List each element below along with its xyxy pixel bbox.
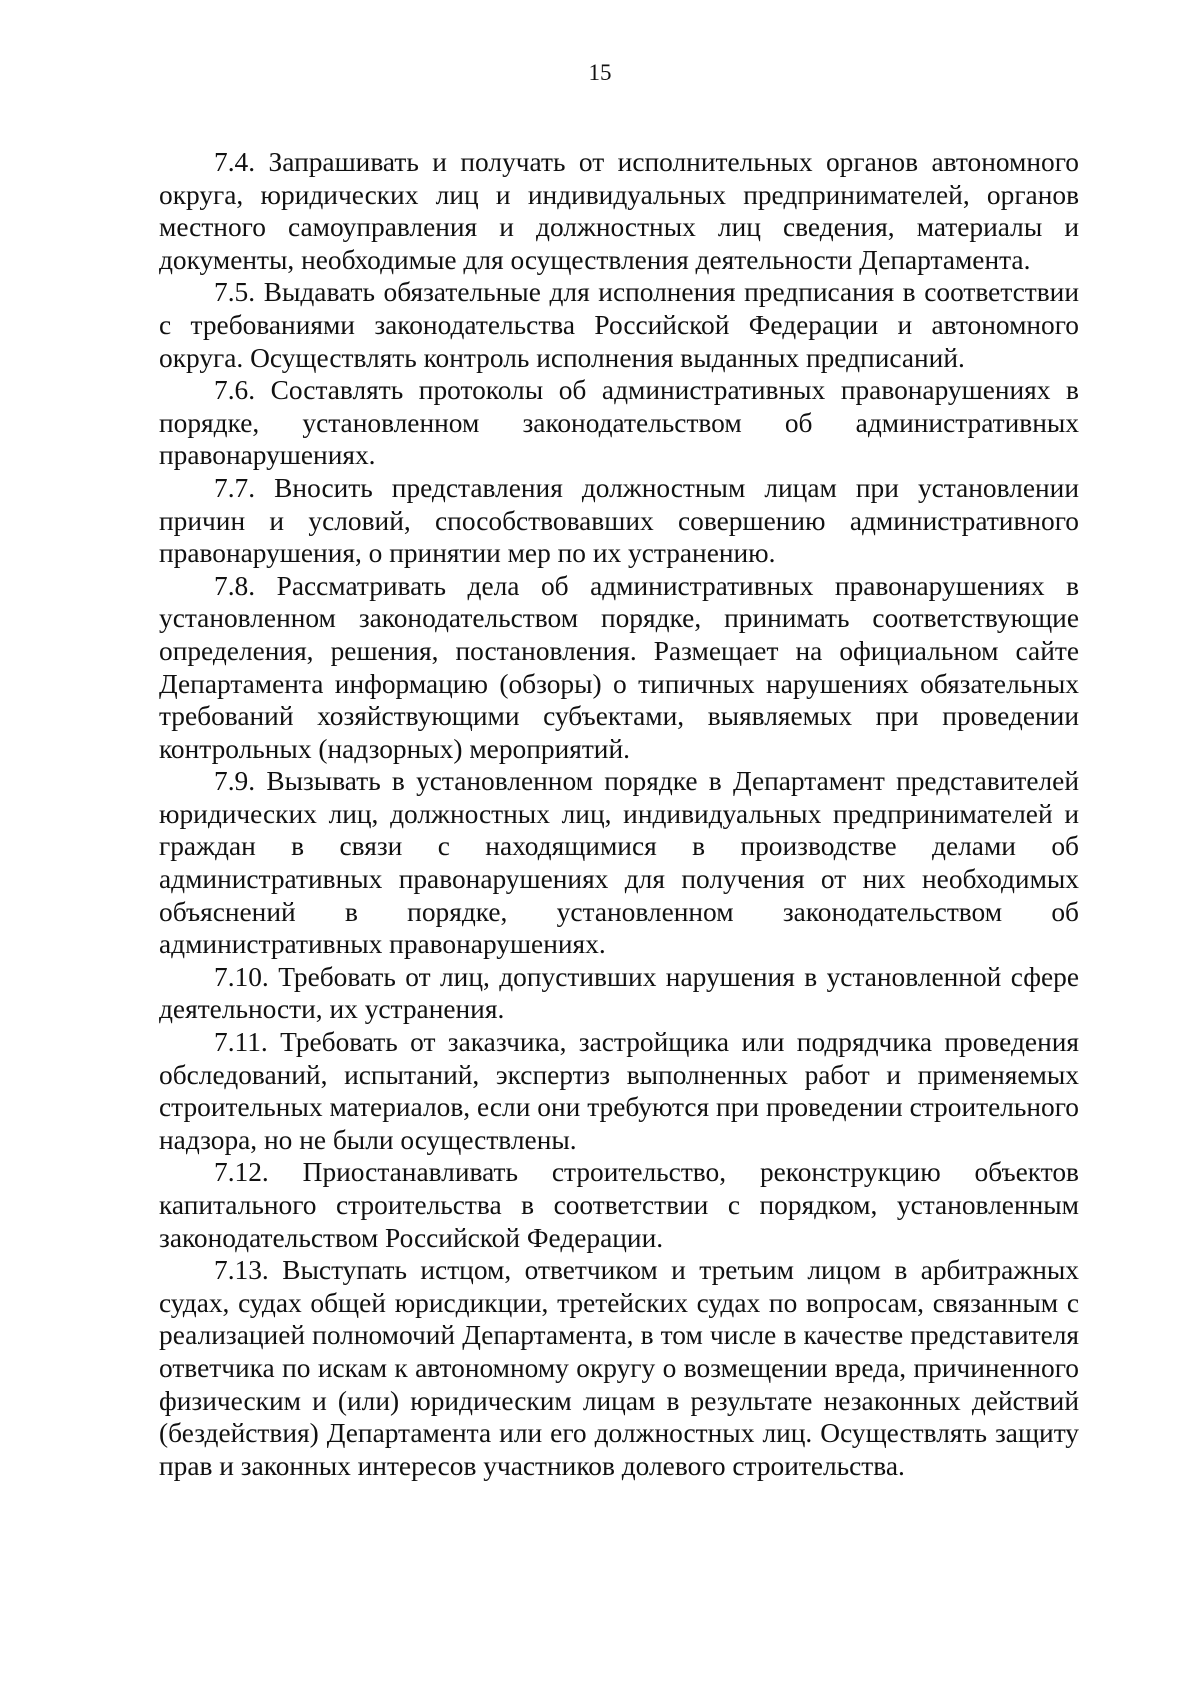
- paragraph-7-6: 7.6. Составлять протоколы об административных правонарушениях в порядке, установленном законодательством об административных правонарушениях.: [159, 375, 1079, 471]
- paragraph-7-4: 7.4. Запрашивать и получать от исполнительных органов автономного округа, юридических лиц и индивидуальных предпринимателей, органов местного самоуправления и должностных лиц сведения, материалы и документы, необходимые для осуществления деятельности Департамента.: [159, 147, 1079, 275]
- paragraph-7-12: 7.12. Приостанавливать строительство, реконструкцию объектов капитального строительства в соответствии с порядком, установленным законодательством Российской Федерации.: [159, 1157, 1079, 1253]
- paragraph-7-11: 7.11. Требовать от заказчика, застройщика или подрядчика проведения обследований, испытаний, экспертиз выполненных работ и применяемых строительных материалов, если они требуются при проведении строительного надзора, но не были осуществлены.: [159, 1027, 1079, 1155]
- paragraph-7-8: 7.8. Рассматривать дела об административных правонарушениях в установленном законодательством порядке, принимать соответствующие определения, решения, постановления. Размещает на официальном сайте Департамента информацию (обзоры) о типичных нарушениях обязательных требований хозяйствующими субъектами, выявляемых при проведении контрольных (надзорных) мероприятий.: [159, 570, 1079, 764]
- paragraph-7-5: 7.5. Выдавать обязательные для исполнения предписания в соответствии с требованиями законодательства Российской Федерации и автономного округа. Осуществлять контроль исполнения выданных предписаний.: [159, 277, 1079, 373]
- paragraph-7-10: 7.10. Требовать от лиц, допустивших нарушения в установленной сфере деятельности, их устранения.: [159, 961, 1079, 1025]
- document-body: [159, 146, 1079, 1482]
- paragraph-7-13: 7.13. Выступать истцом, ответчиком и третьим лицом в арбитражных судах, судах общей юрисдикции, третейских судах по вопросам, связанным с реализацией полномочий Департамента, в том числе в качестве представителя ответчика по искам к автономному округу о возмещении вреда, причиненного физическим и (или) юридическим лицам в результате незаконных действий (бездействия) Департамента или его должностных лиц. Осуществлять защиту прав и законных интересов участников долевого строительства.: [159, 1255, 1079, 1481]
- paragraph-7-7: 7.7. Вносить представления должностным лицам при установлении причин и условий, способствовавших совершению административного правонарушения, о принятии мер по их устранению.: [159, 472, 1079, 569]
- paragraph-7-9: 7.9. Вызывать в установленном порядке в Департамент представителей юридических лиц, должностных лиц, индивидуальных предпринимателей и граждан в связи с находящимися в производстве делами об административных правонарушениях для получения от них необходимых объяснений в порядке, установленном законодательством об административных правонарушениях.: [159, 766, 1079, 960]
- page-number: 15: [588, 60, 612, 85]
